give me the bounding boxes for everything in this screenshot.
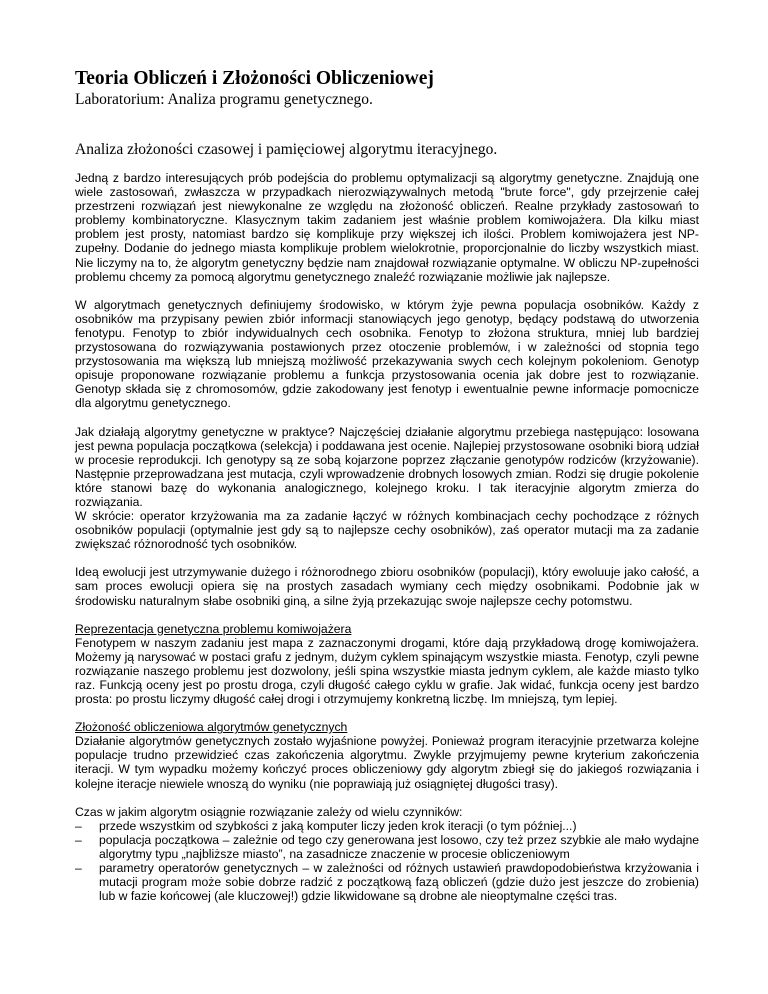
dash-bullet: – [75, 818, 82, 833]
dash-bullet: – [75, 832, 82, 847]
subsection-heading-representation: Reprezentacja genetyczna problemu komiwojażera [75, 621, 352, 636]
factors-intro: Czas w jakim algorytm osiągnie rozwiązanie zależy od wielu czynników: [75, 804, 463, 819]
paragraph-environment: W algorytmach genetycznych definiujemy środowisko, w którym żyje pewna populacja osobników. Każdy z osobników ma przypisany pewien zbiór informacji stanowiących jego genotyp, będący podstawą do utworzenia fenotypu. Fenotyp to zbiór indywidualnych cech osobnika. Fenotyp to złożona struktura, mniej lub bardziej przystosowana do rozwiązywania postawionych przez otoczenie problemów, i w zależności od stopnia tego przystosowania ma większą lub mniejszą możliwość przekazywania swych cech kolejnym pokoleniom. Genotyp opisuje proponowane rozwiązanie problemu a funkcja przystosowania ocenia jak dobre jest to rozwiązanie. Genotyp składa się z chromosomów, gdzie zakodowany jest fenotyp i ewentualnie pewne informacje pomocnicze dla algorytmu genetycznego. [75, 297, 699, 411]
paragraph-complexity: Działanie algorytmów genetycznych zostało wyjaśnione powyżej. Ponieważ program iteracyjnie przetwarza kolejne populacje trudno przewidzieć czas zakończenia algorytmu. Zwykle przyjmujemy pewne kryterium zakończenia iteracji. W tym wypadku możemy kończyć proces obliczeniowy gdy algorytm zbiegł się do jakiegoś rozwiązania i kolejne iteracje niewiele wnoszą do wyniku (nie poprawiają już osiągniętej długości trasy). [75, 734, 699, 791]
list-item-text: parametry operatorów genetycznych – w zależności od różnych ustawień prawdopodobieństwa krzyżowania i mutacji program może sobie dobrze radzić z początkową fazą obliczeń (gdzie dużo jest jeszcze do zrobienia) lub w fazie końcowej (ale kluczowej!) gdzie likwidowane są drobne ale nieoptymalne części tras. [99, 861, 699, 904]
paragraph-evolution: Ideą ewolucji jest utrzymywanie dużego i różnorodnego zbioru osobników (populacji), który ewoluuje jako całość, a sam proces ewolucji opiera się na prostych zasadach wymiany cech między osobnikami. Podobnie jak w środowisku naturalnym słabe osobniki giną, a silne żyją przekazując swoje najlepsze cechy potomstwu. [75, 565, 699, 608]
section-heading: Analiza złożoności czasowej i pamięciowej algorytmu iteracyjnego. [75, 141, 498, 158]
list-item-text: przede wszystkim od szybkości z jaką komputer liczy jeden krok iteracji (o tym później...) [99, 818, 577, 833]
list-item-text: populacja początkowa – zależnie od tego czy generowana jest losowo, czy też przez szybkie ale mało wydajne algorytmy typu „najbliższe miasto”, na zasadnicze znaczenie w procesie obliczeniowym [99, 832, 699, 861]
document-subtitle: Laboratorium: Analiza programu genetycznego. [75, 91, 373, 108]
list-item [75, 861, 699, 903]
factors-list [75, 819, 699, 904]
paragraph-intro: Jedną z bardzo interesujących prób podejścia do problemu optymalizacji są algorytmy genetyczne. Znajdują one wiele zastosowań, zwłaszcza w przypadkach nierozwiązywalnych metodą "brute force", gdy przejrzenie całej przestrzeni rozwiązań jest niewykonalne ze względu na złożoność obliczeń. Realne przykłady zastosowań to problemy kombinatoryczne. Klasycznym takim zadaniem jest właśnie problem komiwojażera. Dla kilku miast problem jest prosty, natomiast bardzo się komplikuje przy większej ich ilości. Problem komiwojażera jest NP-zupełny. Dodanie do jednego miasta komplikuje problem wielokrotnie, proporcjonalnie do liczby wszystkich miast. Nie liczymy na to, że algorytm genetyczny będzie nam znajdował rozwiązanie optymalne. W obliczu NP-zupełności problemu chcemy za pomocą algorytmu genetycznego znaleźć rozwiązanie możliwie jak najlepsze. [75, 171, 699, 284]
list-item [75, 819, 699, 833]
document-title: Teoria Obliczeń i Złożoności Obliczeniowej [75, 68, 434, 89]
list-item [75, 833, 699, 861]
document-page [75, 68, 699, 903]
paragraph-representation: Fenotypem w naszym zadaniu jest mapa z zaznaczonymi drogami, które dają przykładową drogę komiwojażera. Możemy ją narysować w postaci grafu z jednym, dużym cyklem spinającym wszystkie miasta. Fenotyp, czyli pewne rozwiązanie naszego problemu jest dozwolony, jeśli spina wszystkie miasta jednym cyklem, ale każde miasto tylko raz. Funkcją oceny jest po prostu droga, czyli długość całego cyklu w grafie. Jak widać, funkcja oceny jest bardzo prosta: po prostu liczymy długość całej drogi i otrzymujemy konkretną liczbę. Im mniejszą, tym lepiej. [75, 635, 699, 707]
subsection-heading-complexity: Złożoność obliczeniowa algorytmów genetycznych [75, 720, 348, 735]
dash-bullet: – [75, 861, 82, 876]
paragraph-practice: Jak działają algorytmy genetyczne w praktyce? Najczęściej działanie algorytmu przebiega następująco: losowana jest pewna populacja początkowa (selekcja) i poddawana jest ocenie. Najlepiej przystosowane osobniki biorą udział w procesie reprodukcji. Ich genotypy są ze sobą kojarzone poprzez złączanie genotypów rodziców (krzyżowanie). Następnie przeprowadzana jest mutacja, czyli wprowadzenie drobnych losowych zmian. Rodzi się drugie pokolenie które stanowi bazę do wykonania analogicznego, kolejnego kroku. I tak iteracyjnie algorytm zmierza do rozwiązania. W skrócie: operator krzyżowania ma za zadanie łączyć w różnych kombinacjach cechy pochodzące z różnych osobników populacji (optymalnie jest gdy są to najlepsze cechy osobników), zaś operator mutacji ma za zadanie zwiększać różnorodność tych osobników. [75, 424, 699, 552]
